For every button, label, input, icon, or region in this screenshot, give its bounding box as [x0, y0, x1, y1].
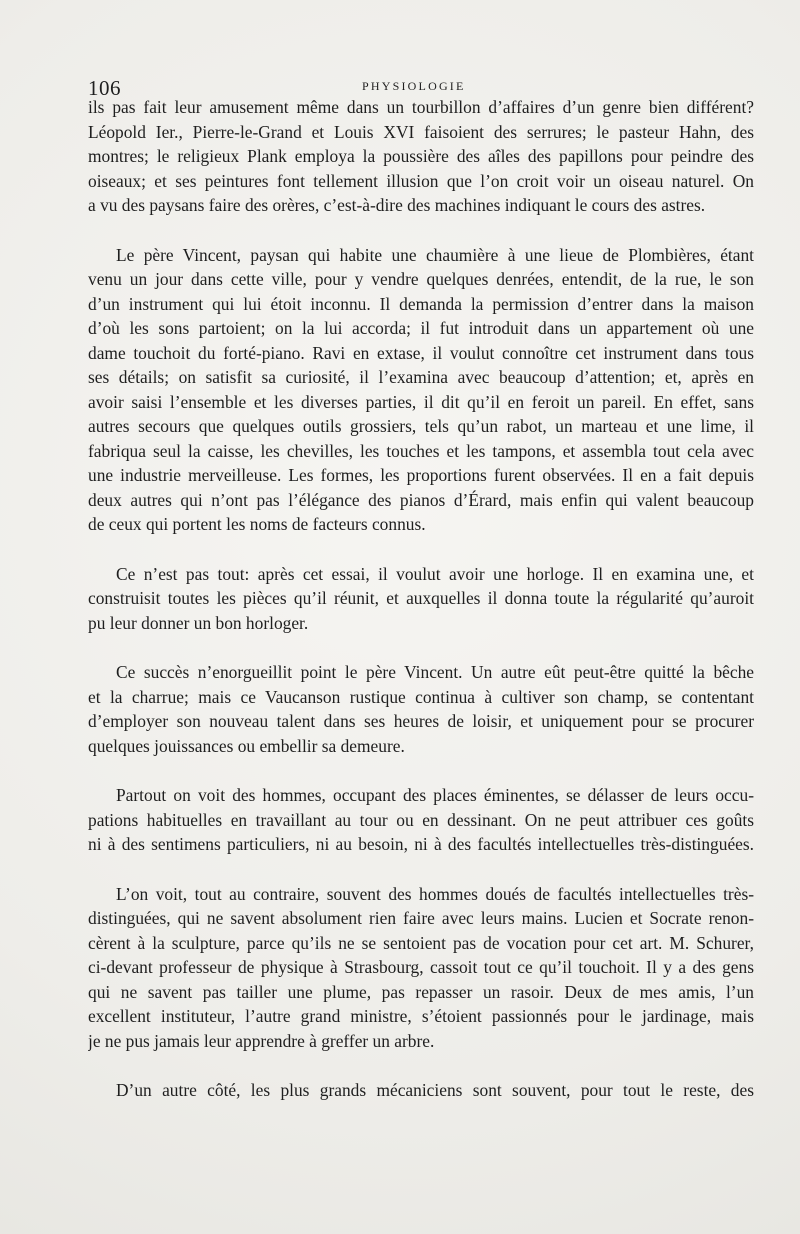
text-line: deux autres qui n’ont pas l’élégance des pianos d’Érard, mais enfin qui valent beaucoup — [88, 489, 754, 510]
running-head: PHYSIOLOGIE — [362, 79, 466, 93]
paragraph — [88, 783, 754, 857]
text-line: distinguées, qui ne savent absolument rien faire avec leurs mains. Lucien et Socrate renon- — [88, 908, 754, 928]
text-line: L’on voit, tout au contraire, souvent des hommes doués de facultés intellectuelles très- — [116, 883, 754, 904]
text-line: construisit toutes les pièces qu’il réunit, et auxquelles il donna toute la régularité qu’auroit — [88, 588, 754, 608]
text-line: cèrent à la sculpture, parce qu’ils ne se sentoient pas de vocation pour cet art. M. Schurer, — [88, 932, 754, 953]
text-line: montres; le religieux Plank employa la poussière des aîles des papillons pour peindre des — [88, 146, 754, 166]
text-line: ni à des sentimens particuliers, ni au besoin, ni à des facultés intellectuelles très-distinguées. — [88, 834, 754, 854]
paragraph — [88, 243, 754, 537]
text-line: autres secours que quelques outils grossiers, tels qu’un rabot, un marteau et une lime, il — [88, 416, 754, 436]
text-line: excellent instituteur, l’autre grand ministre, s’étoient passionnés pour le jardinage, mais — [88, 1006, 754, 1026]
text-line: je ne pus jamais leur apprendre à greffer un arbre. — [88, 1030, 435, 1051]
text-line: avoir saisi l’ensemble et les diverses parties, il dit qu’il en feroit un pareil. En effet, sans — [88, 391, 754, 412]
text-line: d’un instrument qui lui étoit inconnu. Il demanda la permission d’entrer dans la maison — [88, 293, 754, 314]
text-line: Léopold Ier., Pierre-le-Grand et Louis XVI faisoient des serrures; le pasteur Hahn, des — [88, 121, 754, 142]
text-line: d’où les sons partoient; on la lui accorda; il fut introduit dans un appartement où une — [88, 318, 754, 338]
page-number: 106 — [88, 76, 121, 100]
text-line: Ce n’est pas tout: après cet essai, il voulut avoir une horloge. Il en examina une, et — [116, 563, 754, 584]
text-line: Le père Vincent, paysan qui habite une chaumière à une lieue de Plombières, étant — [116, 244, 754, 265]
paragraph — [88, 660, 754, 758]
text-line: venu un jour dans cette ville, pour y vendre quelques denrées, entendit, de la rue, le son — [88, 269, 754, 289]
text-line: Partout on voit des hommes, occupant des places éminentes, se délasser de leurs occu- — [116, 785, 754, 805]
paragraph — [88, 882, 754, 1054]
text-line: qui ne savent pas tailler une plume, pas repasser un rasoir. Deux de mes amis, l’un — [88, 981, 754, 1002]
text-line: d’employer son nouveau talent dans ses heures de loisir, et uniquement pour se procurer — [88, 711, 754, 731]
text-line: fabriqua seul la caisse, les chevilles, les touches et les tampons, et assembla tout cela avec — [88, 440, 754, 461]
paragraph — [88, 95, 754, 218]
text-line: quelques jouissances ou embellir sa demeure. — [88, 735, 405, 756]
text-line: pations habituelles en travaillant au tour ou en dessinant. On ne peut attribuer ces goûts — [88, 809, 754, 830]
text-line: pu leur donner un bon horloger. — [88, 612, 309, 633]
text-line: dame touchoit du forté-piano. Ravi en extase, il voulut connoître cet instrument dans tous — [88, 342, 754, 363]
text-line: une industrie merveilleuse. Les formes, les proportions furent observées. Il en a fait depuis — [88, 465, 754, 485]
text-line: ses détails; on satisfit sa curiosité, il l’examina avec beaucoup d’attention; et, après en — [88, 367, 754, 387]
text-line: de ceux qui portent les noms de facteurs connus. — [88, 514, 426, 534]
paragraph — [88, 1078, 754, 1103]
text-line: D’un autre côté, les plus grands mécaniciens sont souvent, pour tout le reste, des — [116, 1080, 754, 1100]
text-line: et la charrue; mais ce Vaucanson rustique continua à cultiver son champ, se contentant — [88, 686, 754, 707]
text-line: oiseaux; et ses peintures font tellement illusion que l’on croit voir un oiseau naturel. On — [88, 170, 754, 191]
paragraph — [88, 562, 754, 636]
text-line: Ce succès n’enorgueillit point le père Vincent. Un autre eût peut-être quitté la bêche — [116, 662, 754, 682]
body-text — [88, 95, 754, 1103]
text-line: a vu des paysans faire des orères, c’est-à-dire des machines indiquant le cours des astres. — [88, 195, 706, 215]
text-line: ci-devant professeur de physique à Strasbourg, cassoit tout ce qu’il touchoit. Il y a des gens — [88, 957, 754, 977]
text-line: ils pas fait leur amusement même dans un tourbillon d’affaires d’un genre bien différent? — [88, 97, 754, 117]
